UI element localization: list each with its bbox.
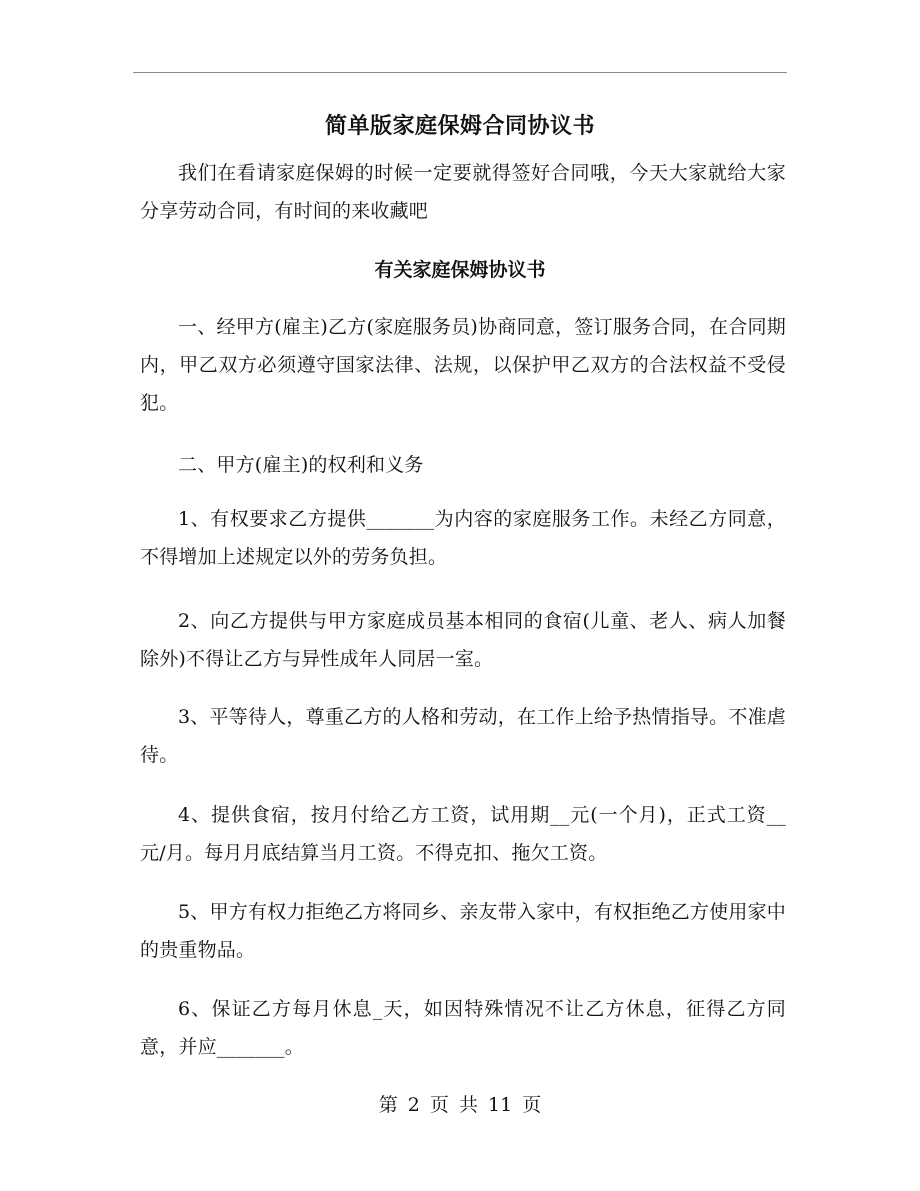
paragraph-clause-2-heading: 二、甲方(雇主)的权利和义务 xyxy=(178,454,424,476)
section-title: 有关家庭保姆协议书 xyxy=(374,259,546,281)
paragraph-item-5: 5、甲方有权力拒绝乙方将同乡、亲友带入家中，有权拒绝乙方使用家中的贵重物品。 xyxy=(140,901,786,961)
intro-paragraph: 我们在看请家庭保姆的时候一定要就得签好合同哦，今天大家就给大家分享劳动合同，有时间的来收藏吧 xyxy=(140,162,786,222)
page-number-footer: 第 2 页 共 11 页 xyxy=(378,1094,542,1116)
paragraph-item-6: 6、保证乙方每月休息_天，如因特殊情况不让乙方休息，征得乙方同意，并应_______。 xyxy=(140,998,786,1058)
document-title: 简单版家庭保姆合同协议书 xyxy=(324,113,595,139)
paragraph-item-3: 3、平等待人，尊重乙方的人格和劳动，在工作上给予热情指导。不准虐待。 xyxy=(140,706,786,766)
paragraph-item-4: 4、提供食宿，按月付给乙方工资，试用期__元(一个月)，正式工资__元/月。每月月底结算当月工资。不得克扣、拖欠工资。 xyxy=(140,804,786,864)
paragraph-item-2: 2、向乙方提供与甲方家庭成员基本相同的食宿(儿童、老人、病人加餐除外)不得让乙方与异性成年人同居一室。 xyxy=(140,610,786,670)
header-rule xyxy=(133,72,787,73)
paragraph-item-1: 1、有权要求乙方提供_______为内容的家庭服务工作。未经乙方同意，不得增加上述规定以外的劳务负担。 xyxy=(140,508,786,568)
paragraph-clause-1: 一、经甲方(雇主)乙方(家庭服务员)协商同意，签订服务合同，在合同期内，甲乙双方必须遵守国家法律、法规，以保护甲乙双方的合法权益不受侵犯。 xyxy=(140,316,786,414)
